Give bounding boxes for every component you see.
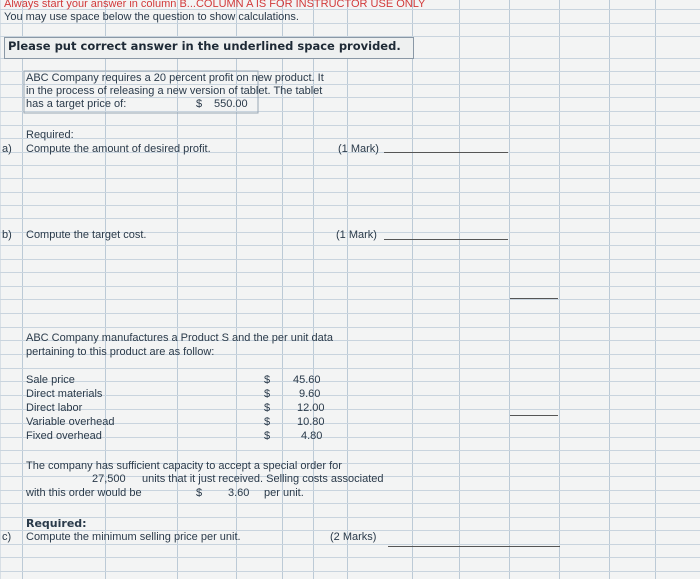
item-label: Fixed overhead: [26, 430, 102, 442]
item-label: Direct materials: [26, 388, 103, 400]
q1-required-label: Required:: [26, 129, 74, 141]
item-value: 9.60: [299, 388, 321, 400]
item-symbol: $: [264, 402, 271, 414]
instruction-line-1: Always start your answer in column B...COLUMN A IS FOR INSTRUCTOR USE ONLY: [4, 0, 426, 10]
item-symbol: $: [264, 374, 271, 386]
q1-b-text: Compute the target cost.: [26, 229, 147, 241]
q1-intro-line-2: in the process of releasing a new version of tablet. The tablet: [26, 85, 323, 97]
q1-a-label: a): [2, 143, 12, 155]
banner-text: Please put correct answer in the underlined space provided.: [8, 39, 401, 53]
item-value: 45.60: [293, 374, 321, 386]
q1-price-symbol: $: [196, 98, 203, 110]
q2-order-units: 27,500: [92, 473, 126, 485]
q2-c-label: c): [2, 531, 12, 543]
q2-cost-unit: per unit.: [264, 487, 304, 499]
instruction-line-2: You may use space below the question to show calculations.: [4, 11, 299, 23]
q2-cost-value: 3.60: [228, 487, 250, 499]
q2-required-label: Required:: [26, 517, 87, 530]
q2-intro-line-1: ABC Company manufactures a Product S and the per unit data: [26, 332, 333, 344]
q1-b-marks: (1 Mark): [336, 229, 377, 241]
item-symbol: $: [264, 416, 271, 428]
q2-order-line-2: units that it just received. Selling costs associated: [142, 473, 384, 485]
item-value: 10.80: [297, 416, 325, 428]
item-value: 12.00: [297, 402, 325, 414]
q1-b-label: b): [2, 229, 12, 241]
q1-price-value: 550.00: [214, 98, 248, 110]
q2-order-line-3: with this order would be: [26, 487, 142, 499]
q2-c-marks: (2 Marks): [330, 531, 377, 543]
item-label: Sale price: [26, 374, 75, 386]
q2-c-text: Compute the minimum selling price per unit.: [26, 531, 241, 543]
q2-order-line-1: The company has sufficient capacity to accept a special order for: [26, 460, 342, 472]
item-label: Direct labor: [26, 402, 83, 414]
q2-intro-line-2: pertaining to this product are as follow:: [26, 346, 215, 358]
q1-intro-line-3: has a target price of:: [26, 98, 127, 110]
item-label: Variable overhead: [26, 416, 115, 428]
item-value: 4.80: [301, 430, 323, 442]
item-symbol: $: [264, 388, 271, 400]
q1-a-text: Compute the amount of desired profit.: [26, 143, 211, 155]
q1-a-marks: (1 Mark): [338, 143, 379, 155]
q1-intro-line-1: ABC Company requires a 20 percent profit on new product. It: [26, 72, 324, 84]
item-symbol: $: [264, 430, 271, 442]
q2-cost-symbol: $: [196, 487, 203, 499]
